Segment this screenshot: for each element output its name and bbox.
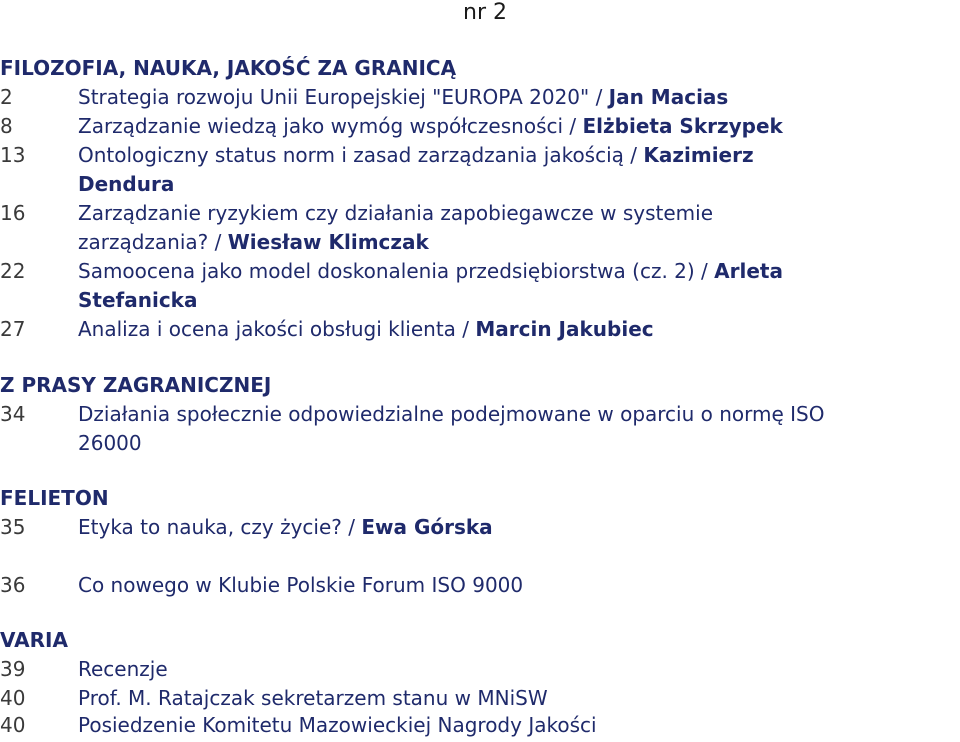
entry-title: Posiedzenie Komitetu Mazowieckiej Nagrody Jakości bbox=[78, 713, 597, 737]
entry-title: Prof. M. Ratajczak sekretarzem stanu w MNiSW bbox=[78, 686, 548, 710]
entry-author: Ewa Górska bbox=[361, 515, 493, 539]
entry-title-continuation: zarządzania? / Wiesław Klimczak bbox=[78, 230, 429, 254]
section-title-filozofia: FILOZOFIA, NAUKA, JAKOŚĆ ZA GRANICĄ bbox=[0, 56, 457, 80]
entry-title: Zarządzanie wiedzą jako wymóg współczesności / Elżbieta Skrzypek bbox=[78, 114, 783, 138]
page-number: 16 bbox=[0, 201, 26, 225]
entry-title: Etyka to nauka, czy życie? / Ewa Górska bbox=[78, 515, 493, 539]
issue-number: nr 2 bbox=[463, 0, 507, 25]
entry-title: Działania społecznie odpowiedzialne podejmowane w oparciu o normę ISO bbox=[78, 402, 825, 426]
entry-title: Ontologiczny status norm i zasad zarządzania jakością / Kazimierz bbox=[78, 143, 754, 167]
page-number: 40 bbox=[0, 686, 26, 710]
entry-title-continuation: 26000 bbox=[78, 431, 142, 455]
entry-title: Co nowego w Klubie Polskie Forum ISO 9000 bbox=[78, 573, 524, 597]
page-number: 34 bbox=[0, 402, 26, 426]
entry-author: Stefanicka bbox=[78, 288, 198, 312]
page-number: 2 bbox=[0, 85, 13, 109]
section-title-prasa: Z PRASY ZAGRANICZNEJ bbox=[0, 373, 272, 397]
page-number: 39 bbox=[0, 657, 26, 681]
section-title-felieton: FELIETON bbox=[0, 486, 109, 510]
section-title-varia: VARIA bbox=[0, 628, 68, 652]
page-number: 36 bbox=[0, 573, 26, 597]
entry-title: Analiza i ocena jakości obsługi klienta / Marcin Jakubiec bbox=[78, 317, 654, 341]
page-number: 40 bbox=[0, 713, 26, 737]
entry-title: Strategia rozwoju Unii Europejskiej "EUROPA 2020" / Jan Macias bbox=[78, 85, 729, 109]
entry-author: Arleta bbox=[714, 259, 783, 283]
entry-author: Kazimierz bbox=[643, 143, 754, 167]
entry-title: Recenzje bbox=[78, 657, 168, 681]
page-number: 35 bbox=[0, 515, 26, 539]
page-number: 8 bbox=[0, 114, 13, 138]
entry-title: Zarządzanie ryzykiem czy działania zapobiegawcze w systemie bbox=[78, 201, 714, 225]
entry-author: Elżbieta Skrzypek bbox=[582, 114, 783, 138]
entry-author: Dendura bbox=[78, 172, 175, 196]
entry-author: Jan Macias bbox=[608, 85, 729, 109]
page-number: 27 bbox=[0, 317, 26, 341]
entry-title-continuation bbox=[78, 172, 174, 196]
entry-title: Samoocena jako model doskonalenia przedsiębiorstwa (cz. 2) / Arleta bbox=[78, 259, 783, 283]
entry-title-continuation bbox=[78, 288, 197, 312]
page-number: 13 bbox=[0, 143, 26, 167]
page-number: 22 bbox=[0, 259, 26, 283]
entry-author: Marcin Jakubiec bbox=[475, 317, 654, 341]
entry-author: Wiesław Klimczak bbox=[227, 230, 429, 254]
